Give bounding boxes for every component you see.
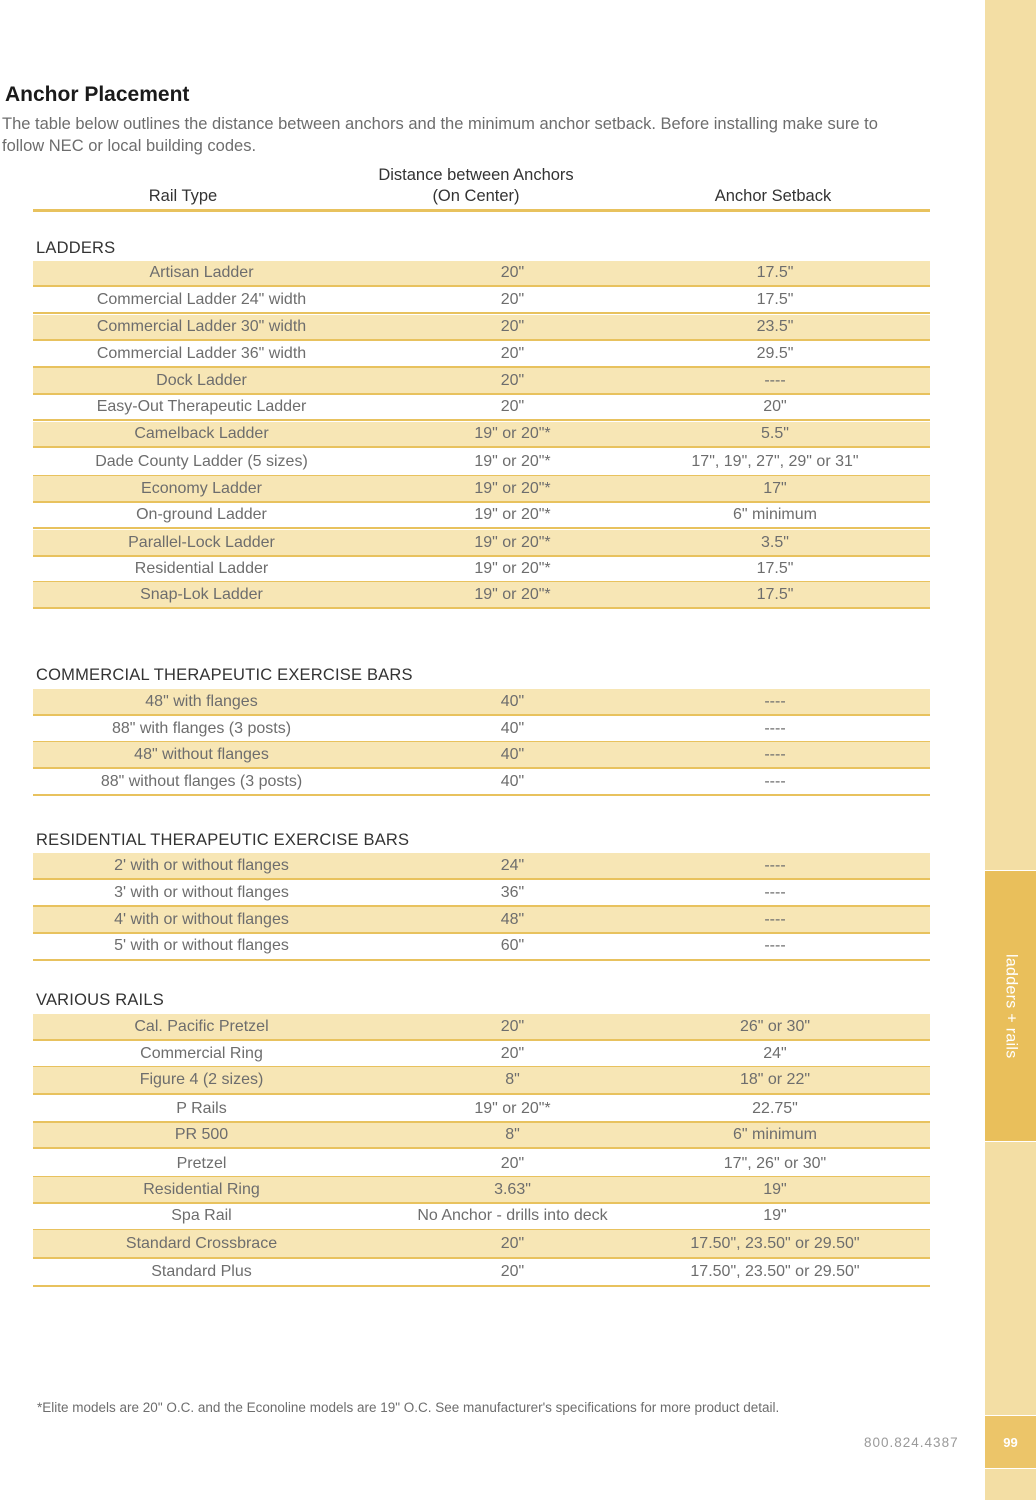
- distance-cell: 20": [500, 1234, 525, 1252]
- section-title: COMMERCIAL THERAPEUTIC EXERCISE BARS: [36, 666, 413, 684]
- section-title: RESIDENTIAL THERAPEUTIC EXERCISE BARS: [36, 831, 410, 849]
- distance-cell: 20": [500, 1044, 525, 1062]
- table-row: [33, 395, 930, 421]
- table-row: [33, 742, 930, 769]
- table-row: [33, 1203, 930, 1231]
- rail-type-cell: Camelback Ladder: [134, 425, 269, 442]
- sidebar-tab[interactable]: [985, 871, 1036, 1141]
- intro-text: The table below outlines the distance between anchors and the minimum anchor setback. Before installing make sure to follow NEC or local building codes.: [2, 115, 878, 155]
- rail-type-cell: Commercial Ladder 36" width: [96, 344, 307, 362]
- setback-cell: ----: [764, 772, 786, 790]
- column-header-distance: [336, 165, 616, 207]
- distance-cell: 8": [505, 1126, 520, 1143]
- setback-cell: ----: [764, 719, 786, 737]
- setback-cell: 17", 26" or 30": [723, 1154, 827, 1172]
- setback-cell: 29.5": [756, 344, 794, 362]
- setback-cell: 17.5": [756, 291, 794, 308]
- rail-type-cell: Dade County Ladder (5 sizes): [95, 453, 308, 470]
- section-title: LADDERS: [36, 239, 116, 257]
- distance-cell: 36": [500, 883, 525, 901]
- rail-type-cell: 5' with or without flanges: [114, 937, 289, 954]
- section-title: VARIOUS RAILS: [36, 991, 164, 1009]
- distance-cell: 19" or 20"*: [474, 533, 551, 551]
- distance-cell: 3.63": [494, 1180, 531, 1198]
- rail-type-cell: Standard Plus: [151, 1262, 252, 1280]
- sidebar-divider: [985, 1141, 1036, 1142]
- setback-cell: ----: [764, 937, 786, 954]
- page-title: Anchor Placement: [5, 83, 190, 106]
- table-row: [33, 1096, 930, 1123]
- table-row: [33, 853, 930, 880]
- table-row: [33, 769, 930, 796]
- distance-cell: 8": [505, 1071, 520, 1088]
- setback-cell: 18" or 22": [739, 1071, 811, 1088]
- rail-type-cell: On-ground Ladder: [136, 505, 267, 523]
- table-row: [33, 476, 930, 503]
- rail-type-cell: 48" without flanges: [134, 745, 269, 763]
- setback-cell: 24": [763, 1044, 787, 1062]
- rail-type-cell: Pretzel: [176, 1154, 227, 1172]
- distance-cell: 40": [500, 719, 525, 737]
- setback-cell: 17.5": [756, 560, 794, 577]
- distance-cell: 20": [500, 1154, 525, 1172]
- distance-cell: 24": [500, 856, 525, 874]
- distance-cell: 20": [500, 398, 525, 415]
- setback-cell: ----: [764, 371, 786, 389]
- setback-cell: 20": [763, 398, 787, 415]
- rail-type-cell: Residential Ring: [143, 1180, 260, 1198]
- table-row: [33, 1123, 930, 1149]
- table-row: [33, 368, 930, 395]
- rail-type-cell: Parallel-Lock Ladder: [128, 533, 275, 551]
- table-row: [33, 557, 930, 583]
- table-row: [33, 1014, 930, 1041]
- distance-cell: 20": [500, 291, 525, 308]
- setback-cell: 19": [763, 1180, 787, 1198]
- table-row: [33, 422, 930, 448]
- table-row: [33, 716, 930, 743]
- distance-cell: 40": [500, 772, 525, 790]
- setback-cell: ----: [764, 692, 786, 710]
- distance-cell: 19" or 20"*: [474, 585, 551, 603]
- distance-cell: 48": [500, 910, 525, 928]
- rail-type-cell: P Rails: [176, 1099, 227, 1117]
- rail-type-cell: 48" with flanges: [145, 692, 258, 710]
- distance-cell: 40": [500, 745, 525, 763]
- rail-type-cell: Standard Crossbrace: [125, 1234, 278, 1252]
- distance-cell: 19" or 20"*: [474, 479, 551, 497]
- setback-cell: 17.5": [756, 585, 794, 603]
- rail-type-cell: 88" without flanges (3 posts): [100, 772, 303, 790]
- rail-type-cell: Artisan Ladder: [149, 264, 254, 281]
- rail-type-cell: Economy Ladder: [141, 479, 262, 497]
- distance-cell: 20": [500, 318, 525, 335]
- distance-cell: 60": [500, 937, 525, 954]
- rail-type-cell: Commercial Ladder 30" width: [96, 318, 307, 335]
- column-header-setback: Anchor Setback: [714, 187, 832, 205]
- setback-cell: ----: [764, 910, 786, 928]
- column-header-distance-line1: Distance between Anchors: [378, 166, 574, 184]
- setback-cell: 19": [763, 1207, 787, 1224]
- rail-type-cell: Easy-Out Therapeutic Ladder: [96, 398, 307, 415]
- rail-type-cell: PR 500: [174, 1126, 229, 1143]
- table-row: [33, 1151, 930, 1178]
- distance-cell: 19" or 20"*: [474, 505, 551, 523]
- phone-number: 800.824.4387: [864, 1435, 959, 1450]
- rail-type-cell: Dock Ladder: [156, 371, 247, 389]
- distance-cell: 20": [500, 371, 525, 389]
- rail-type-cell: Cal. Pacific Pretzel: [134, 1017, 269, 1035]
- column-header-distance-line2: (On Center): [432, 187, 520, 205]
- table-row: [33, 502, 930, 529]
- table-row: [33, 1041, 930, 1068]
- page-number: 99: [985, 1416, 1036, 1468]
- table-row: [33, 1230, 930, 1259]
- rail-type-cell: Figure 4 (2 sizes): [139, 1071, 264, 1088]
- setback-cell: ----: [764, 856, 786, 874]
- rail-type-cell: Snap-Lok Ladder: [140, 585, 263, 603]
- footnote: *Elite models are 20" O.C. and the Econoline models are 19" O.C. See manufacturer's specifications for more product detail.: [37, 1400, 780, 1415]
- setback-cell: ----: [764, 745, 786, 763]
- setback-cell: 6" minimum: [733, 505, 817, 523]
- table-row: [33, 261, 930, 287]
- rail-type-cell: Commercial Ladder 24" width: [96, 291, 307, 308]
- distance-cell: 19" or 20"*: [474, 453, 551, 470]
- distance-cell: No Anchor - drills into deck: [417, 1207, 608, 1224]
- table-row: [33, 1067, 930, 1095]
- table-row: [33, 689, 930, 716]
- rail-type-cell: 2' with or without flanges: [114, 856, 289, 874]
- rail-type-cell: 4' with or without flanges: [114, 910, 289, 928]
- setback-cell: 17": [763, 479, 787, 497]
- table-row: [33, 288, 930, 314]
- table-row: [33, 1177, 930, 1204]
- rail-type-cell: Commercial Ring: [140, 1044, 263, 1062]
- sidebar: [985, 0, 1036, 1500]
- rail-type-cell: 3' with or without flanges: [114, 883, 289, 901]
- rail-type-cell: Residential Ladder: [134, 560, 269, 577]
- setback-cell: 26" or 30": [739, 1017, 811, 1035]
- distance-cell: 20": [500, 344, 525, 362]
- distance-cell: 20": [500, 264, 525, 281]
- header-rule: [33, 209, 930, 212]
- distance-cell: 19" or 20"*: [474, 425, 551, 442]
- sidebar-tab-label: ladders + rails: [1002, 953, 1020, 1059]
- table-row: [33, 315, 930, 341]
- table-row: [33, 449, 930, 477]
- distance-cell: 19" or 20"*: [474, 1099, 551, 1117]
- table-row: [33, 907, 930, 934]
- setback-cell: 6" minimum: [733, 1126, 817, 1143]
- setback-cell: 5.5": [761, 425, 789, 442]
- setback-cell: 17.50", 23.50" or 29.50": [690, 1234, 860, 1252]
- setback-cell: 17.5": [756, 264, 794, 281]
- table-row: [33, 933, 930, 961]
- setback-cell: 17.50", 23.50" or 29.50": [690, 1262, 860, 1280]
- rail-type-cell: 88" with flanges (3 posts): [111, 719, 292, 737]
- table-row: [33, 1258, 930, 1287]
- distance-cell: 20": [500, 1017, 525, 1035]
- rail-type-cell: Spa Rail: [171, 1207, 232, 1224]
- setback-cell: ----: [764, 883, 786, 901]
- column-header-rail-type: Rail Type: [148, 187, 218, 205]
- table-row: [33, 530, 930, 557]
- setback-cell: 17", 19", 27", 29" or 31": [691, 453, 859, 470]
- distance-cell: 40": [500, 692, 525, 710]
- setback-cell: 3.5": [761, 533, 789, 551]
- distance-cell: 20": [500, 1262, 525, 1280]
- setback-cell: 23.5": [756, 318, 794, 335]
- setback-cell: 22.75": [752, 1099, 798, 1117]
- sidebar-divider: [985, 1468, 1036, 1469]
- table-row: [33, 341, 930, 368]
- table-row: [33, 582, 930, 609]
- table-row: [33, 880, 930, 907]
- distance-cell: 19" or 20"*: [474, 560, 551, 577]
